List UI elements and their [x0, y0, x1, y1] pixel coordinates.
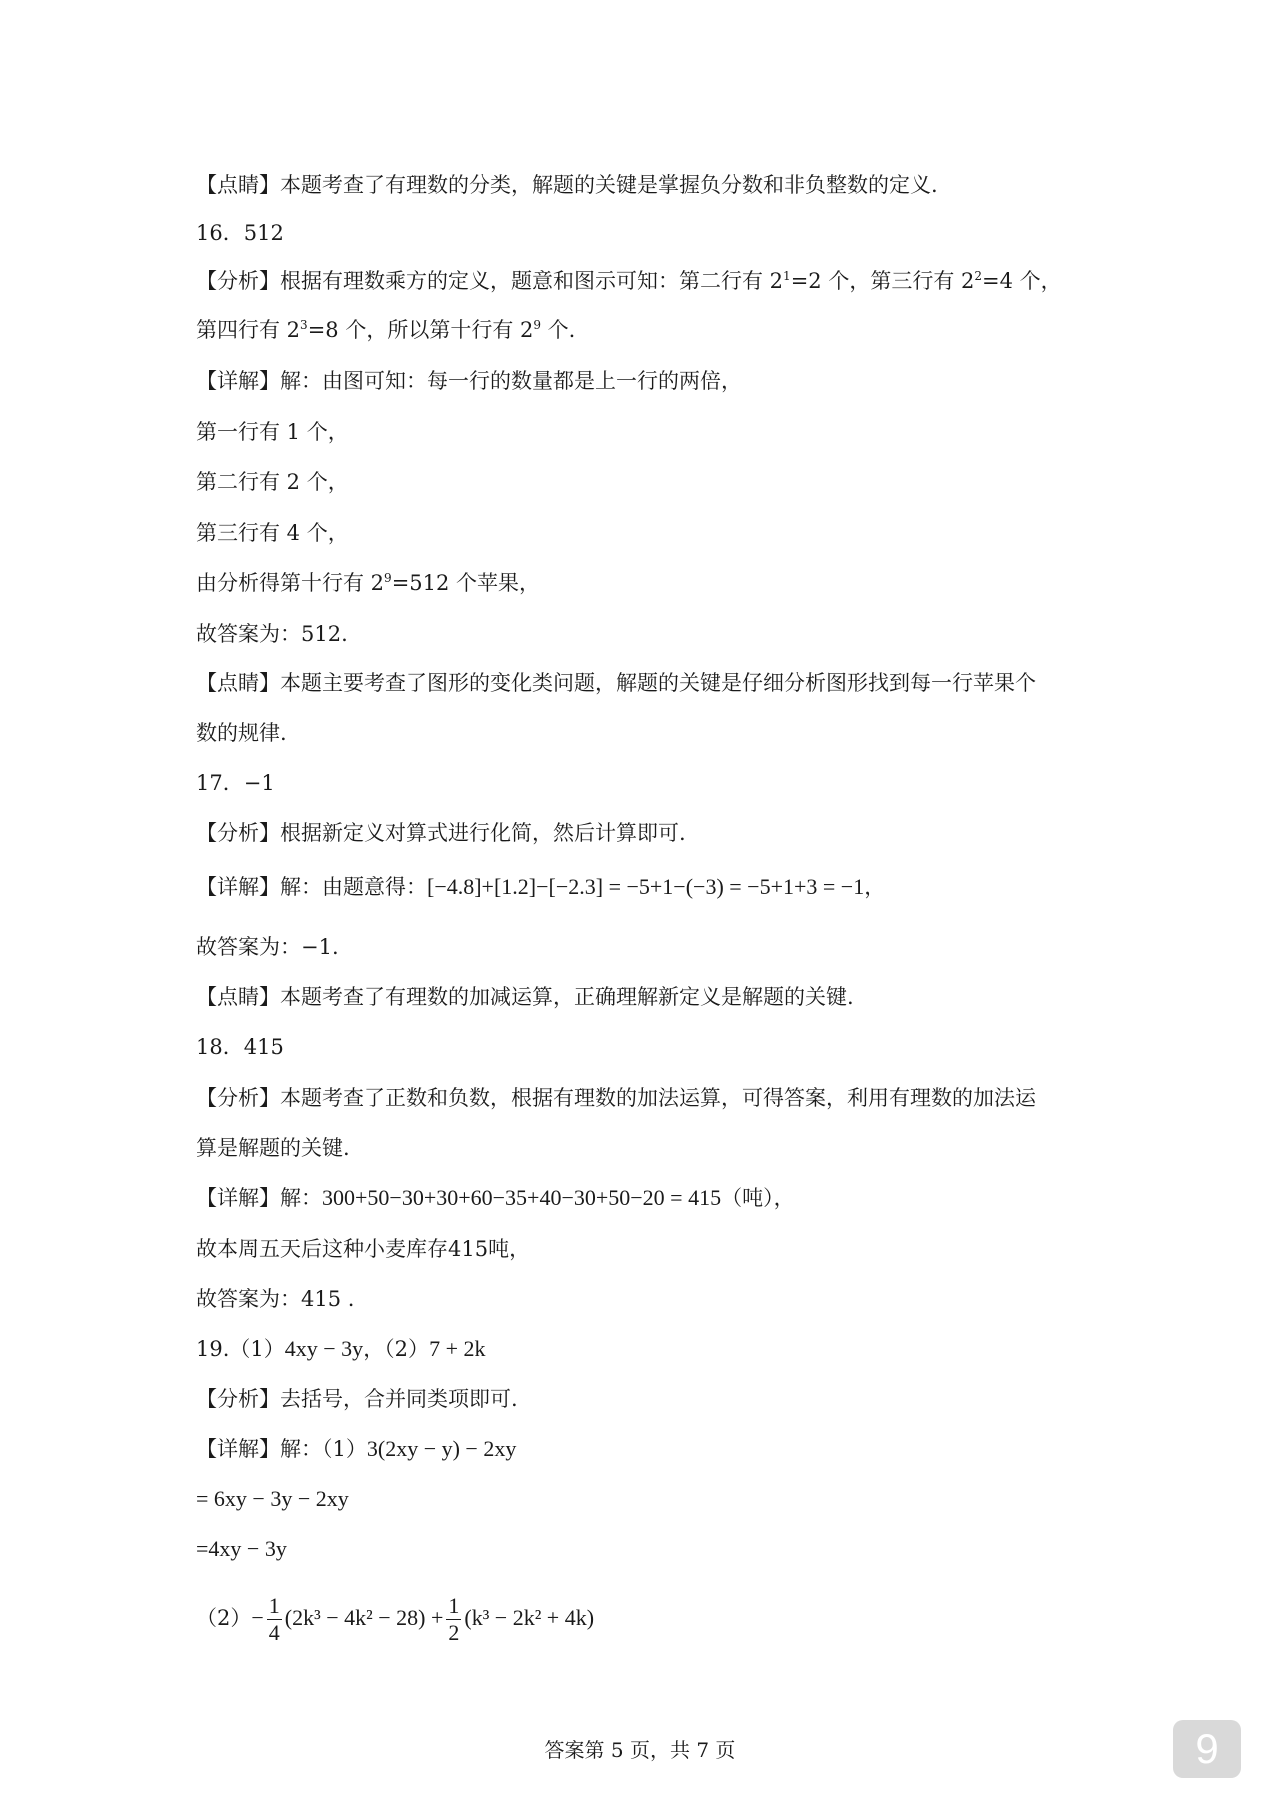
fraction-one-half: $\frac{1}{2}$	[448, 1593, 460, 1645]
comment-16-line2: 数的规律.	[196, 721, 287, 745]
detail-18: 【详解】解：300+50−30+30+60−35+40−30+50−20 = 415（吨），	[196, 1185, 795, 1210]
page-footer: 答案第 5 页，共 7 页	[544, 1738, 736, 1762]
fraction-one-quarter: $\frac{1}{4}$	[268, 1593, 280, 1645]
analysis-18-line2: 算是解题的关键.	[196, 1136, 350, 1160]
detail-19-part2: （2）− $\frac{1}{4}$ (2k³ − 4k² − 28) + $\frac{1}{2}$ (k³ − 2k² + 4k)	[196, 1593, 595, 1645]
detail-16: 【详解】解：由图可知：每一行的数量都是上一行的两倍，	[196, 369, 742, 393]
answer-16-final: 故答案为：512.	[196, 622, 348, 646]
detail-17: 【详解】解：由题意得：[−4.8]+[1.2]−[−2.3] = −5+1−(−3) = −5+1+3 = −1，	[196, 874, 886, 899]
comment-17: 【点睛】本题考查了有理数的加减运算，正确理解新定义是解题的关键.	[196, 985, 854, 1009]
detail-16-row3: 第三行有 4 个，	[196, 521, 349, 545]
page-number-badge: 9	[1173, 1720, 1241, 1778]
detail-17-formula: [−4.8]+[1.2]−[−2.3] = −5+1−(−3) = −5+1+3 = −1	[427, 874, 865, 899]
detail-16-row1: 第一行有 1 个，	[196, 420, 349, 444]
answer-16: 16．512	[196, 221, 284, 245]
comment-16-line1: 【点睛】本题主要考查了图形的变化类问题，解题的关键是仔细分析图形找到每一行苹果个	[196, 671, 1036, 695]
analysis-18-line1: 【分析】本题考查了正数和负数，根据有理数的加法运算，可得答案，利用有理数的加法运	[196, 1086, 1036, 1110]
analysis-17: 【分析】根据新定义对算式进行化简，然后计算即可.	[196, 821, 686, 845]
answer-18: 18．415	[196, 1035, 284, 1059]
detail-19-step1: = 6xy − 3y − 2xy	[196, 1486, 349, 1511]
comment-line: 【点睛】本题考查了有理数的分类，解题的关键是掌握负分数和非负整数的定义.	[196, 173, 938, 197]
analysis-16-line2: 第四行有 $2^3=8$ 个，所以第十行有 $2^9$ 个.	[196, 318, 576, 342]
answer-19-part1: 4xy − 3y	[284, 1336, 364, 1361]
detail-18-conclusion: 故本周五天后这种小麦库存415吨，	[196, 1237, 531, 1261]
detail-19-expr1: 3(2xy − y) − 2xy	[366, 1436, 517, 1461]
detail-19-part1: 【详解】解：（1）3(2xy − y) − 2xy	[196, 1436, 517, 1461]
detail-19-step2: =4xy − 3y	[196, 1536, 287, 1561]
answer-19: 19.（1）4xy − 3y，（2）7 + 2k	[196, 1336, 486, 1361]
detail-16-conclusion: 由分析得第十行有 $2^9=512$ 个苹果，	[196, 571, 541, 595]
analysis-16-line1: 【分析】根据有理数乘方的定义，题意和图示可知：第二行有 $2^1=2$ 个，第三行有 $2^2=4$ 个，	[196, 269, 1062, 293]
detail-16-row2: 第二行有 2 个，	[196, 470, 349, 494]
answer-17: 17．−1	[196, 771, 275, 795]
answer-18-final: 故答案为：415 .	[196, 1287, 355, 1311]
answer-17-final: 故答案为：−1.	[196, 935, 339, 959]
answer-19-part2: 7 + 2k	[429, 1336, 486, 1361]
detail-18-formula: 300+50−30+30+60−35+40−30+50−20 = 415	[322, 1185, 722, 1210]
analysis-19: 【分析】去括号，合并同类项即可.	[196, 1387, 518, 1411]
